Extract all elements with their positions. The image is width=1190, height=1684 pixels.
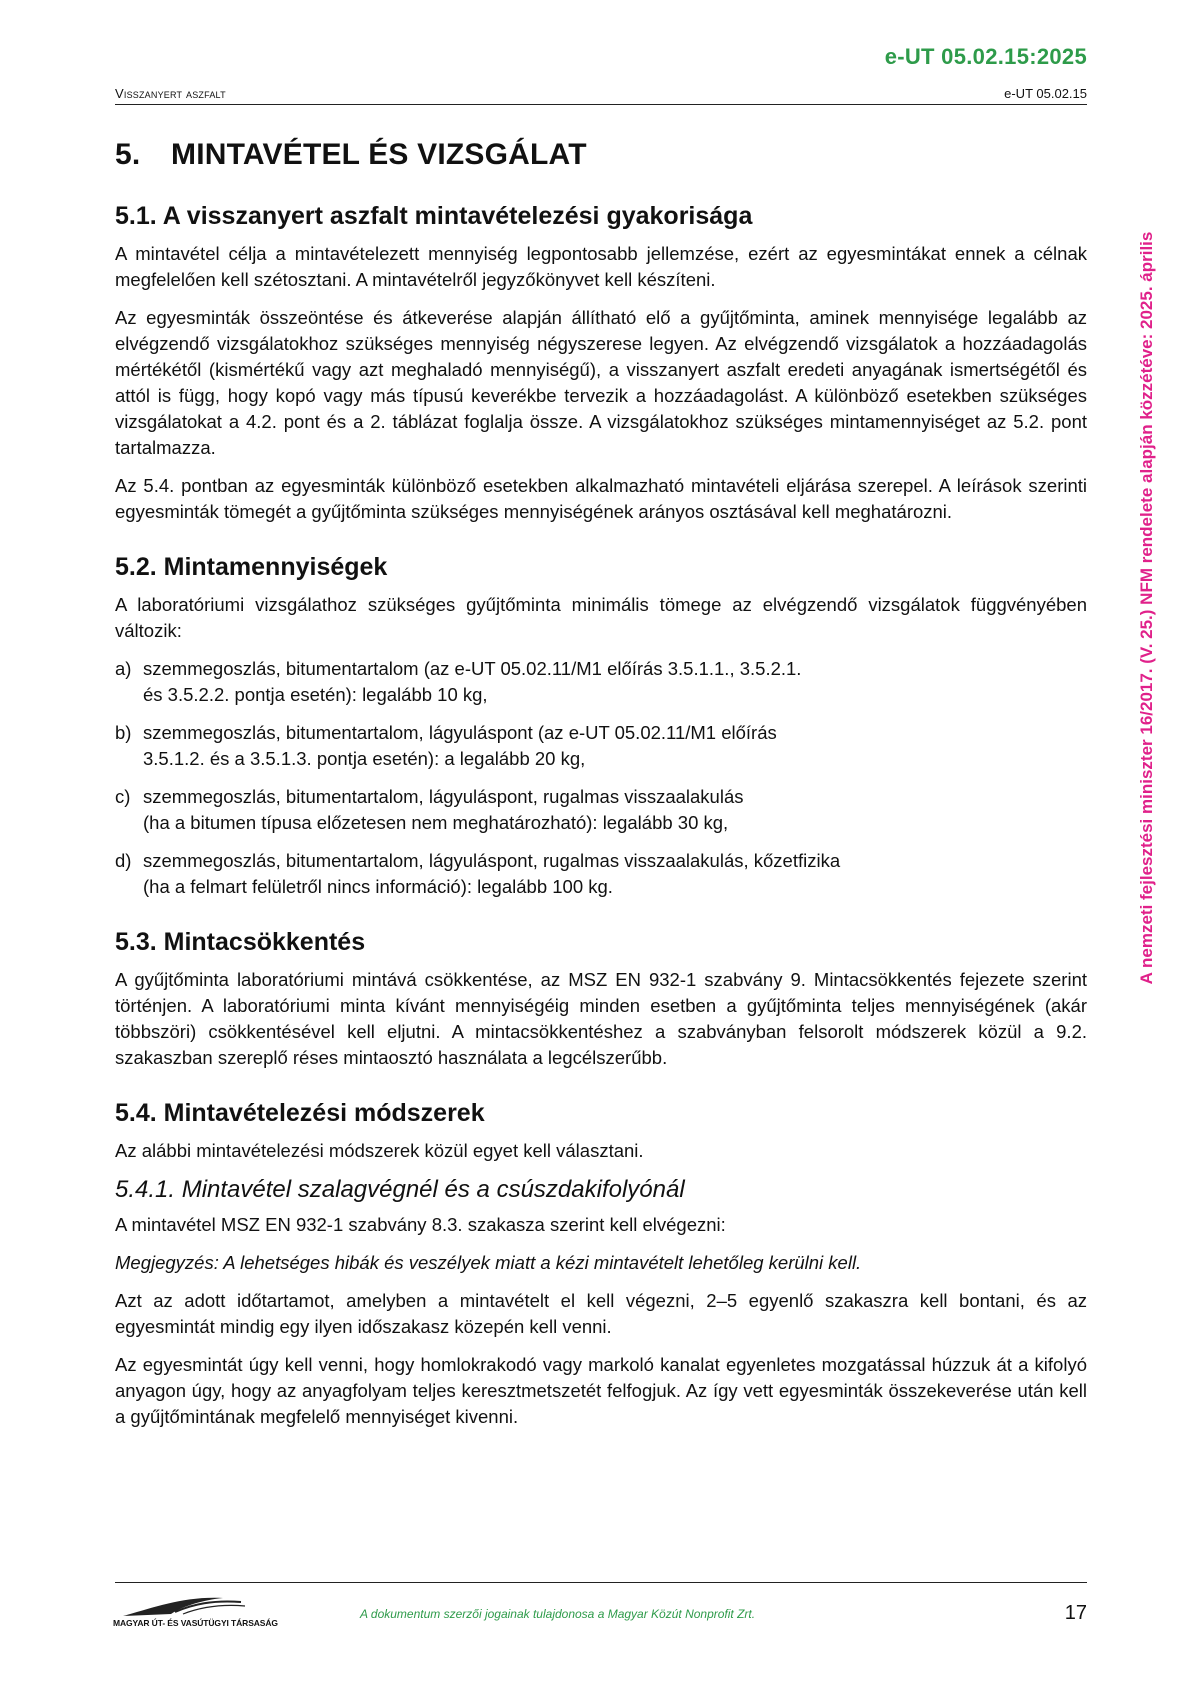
- section-5-3: [115, 928, 1087, 1071]
- list-item-line: szemmegoszlás, bitumentartalom (az e-UT 05.02.11/M1 előírás 3.5.1.1., 3.5.2.1.: [143, 658, 802, 679]
- note-paragraph: Megjegyzés: A lehetséges hibák és veszélyek miatt a kézi mintavételt lehetőleg kerülni kell.: [115, 1252, 862, 1273]
- section-heading: 5.1. A visszanyert aszfalt mintavételezési gyakorisága: [115, 202, 753, 230]
- section-heading: 5.3. Mintacsökkentés: [115, 928, 366, 956]
- document-code: e-UT 05.02.15:2025: [884, 44, 1087, 69]
- section-5-4: [115, 1099, 1087, 1430]
- logo-text: MAGYAR ÚT- ÉS VASÚTÜGYI TÁRSASÁG: [113, 1618, 278, 1628]
- list-marker: c): [115, 786, 131, 807]
- section-5-2: [115, 553, 1087, 900]
- list-item-line: szemmegoszlás, bitumentartalom, lágyuláspont, rugalmas visszaalakulás: [143, 786, 744, 807]
- list-marker: a): [115, 658, 132, 679]
- running-header: [115, 86, 1087, 105]
- publication-side-note: A nemzeti fejlesztési miniszter 16/2017. (V. 25.) NFM rendelete alapján közzétéve: 2025. április: [1137, 231, 1156, 985]
- page-number: 17: [1064, 1602, 1087, 1624]
- paragraph: Az egyesminták összeöntése és átkeverése alapján állítható elő a gyűjtőminta, aminek mennyisége legalább az elvégzendő vizsgálatokhoz szükséges mennyiség négyszerese legyen. Az elvégzendő vizsgálatok a hozzáadagolás mértékétől (kismértékű vagy azt meghaladó mennyiségű), a visszanyert aszfalt eredeti anyagának ismertségétől és attól is függ, hogy kopó vagy más típusú keverékbe tervezik a hozzáadagolást. A különböző esetekben szükséges vizsgálatokat a 4.2. pont és a 2. táblázat foglalja össze. A vizsgálatokhoz szükséges mintamennyiséget az 5.2. pont tartalmazza.: [115, 307, 1087, 458]
- paragraph: A gyűjtőminta laboratóriumi mintává csökkentése, az MSZ EN 932-1 szabvány 9. Mintacsökkentés fejezete szerint történjen. A laboratóriumi minta kívánt mennyiségéig minden esetben a gyűjtőminta teljes mennyiségének (akár többszöri) csökkentésével kell eljutni. A mintacsökkentéshez a szabványban felsorolt módszerek közül a 9.2. szakaszban szereplő réses mintaosztó használata a legcélszerűbb.: [115, 969, 1087, 1068]
- list-item-line: szemmegoszlás, bitumentartalom, lágyuláspont, rugalmas visszaalakulás, kőzetfizika: [143, 850, 841, 871]
- list-marker: b): [115, 722, 132, 743]
- copyright-notice: A dokumentum szerzői jogainak tulajdonosa a Magyar Közút Nonprofit Zrt.: [360, 1607, 756, 1621]
- list-item-line: (ha a bitumen típusa előzetesen nem meghatározható): legalább 30 kg,: [143, 812, 729, 833]
- list-item: [115, 720, 1087, 772]
- list-marker: d): [115, 850, 132, 871]
- section-heading: 5.4. Mintavételezési módszerek: [115, 1099, 485, 1127]
- list-item-line: 3.5.1.2. és a 3.5.1.3. pontja esetén): a legalább 20 kg,: [143, 748, 586, 769]
- list-item: [115, 656, 1087, 708]
- sample-quantity-list: [115, 656, 1087, 900]
- paragraph: A laboratóriumi vizsgálathoz szükséges gyűjtőminta minimális tömege az elvégzendő vizsgálatok függvényében változik:: [115, 594, 1087, 641]
- list-item-line: (ha a felmart felületről nincs információ): legalább 100 kg.: [143, 876, 613, 897]
- footer-rule: [115, 1582, 1087, 1583]
- running-code: e-UT 05.02.15: [1004, 86, 1087, 101]
- subsection-heading: 5.4.1. Mintavétel szalagvégnél és a csúszdakifolyónál: [115, 1176, 685, 1203]
- chapter-title-text: MINTAVÉTEL ÉS VIZSGÁLAT: [171, 138, 587, 171]
- list-item: [115, 784, 1087, 836]
- list-item: [115, 848, 1087, 900]
- paragraph: Az egyesmintát úgy kell venni, hogy homlokrakodó vagy markoló kanalat egyenletes mozgatással húzzuk át a kifolyó anyagon úgy, hogy az anyagfolyam teljes keresztmetszetét felfogjuk. Az így vett egyesminták összekeverése után kell a gyűjtőmintának megfelelő mennyiséget kivenni.: [115, 1354, 1087, 1427]
- road-swoosh-icon: [113, 1590, 273, 1620]
- chapter-title: [115, 138, 1087, 172]
- paragraph: Az 5.4. pontban az egyesminták különböző esetekben alkalmazható mintavételi eljárása szerepel. A leírások szerinti egyesminták tömegét a gyűjtőminta szükséges mennyiségének arányos osztásával kell meghatározni.: [115, 475, 1087, 522]
- page-content: [115, 138, 1087, 1442]
- section-5-1: [115, 202, 1087, 525]
- running-title: Visszanyert aszfalt: [115, 86, 226, 101]
- paragraph: A mintavétel MSZ EN 932-1 szabvány 8.3. szakasza szerint kell elvégezni:: [115, 1214, 726, 1235]
- chapter-number: 5.: [115, 138, 141, 171]
- paragraph: Az alábbi mintavételezési módszerek közül egyet kell választani.: [115, 1140, 644, 1161]
- society-logo: [113, 1590, 278, 1630]
- paragraph: Azt az adott időtartamot, amelyben a mintavételt el kell végezni, 2–5 egyenlő szakaszra kell bontani, és az egyesmintát mindig egy ilyen időszakasz közepén kell venni.: [115, 1290, 1087, 1337]
- paragraph: A mintavétel célja a mintavételezett mennyiség legpontosabb jellemzése, ezért az egyesmintákat ennek a célnak megfelelően kell szétosztani. A mintavételről jegyzőkönyvet kell készíteni.: [115, 243, 1087, 290]
- list-item-line: szemmegoszlás, bitumentartalom, lágyuláspont (az e-UT 05.02.11/M1 előírás: [143, 722, 777, 743]
- section-heading: 5.2. Mintamennyiségek: [115, 553, 388, 581]
- list-item-line: és 3.5.2.2. pontja esetén): legalább 10 kg,: [143, 684, 488, 705]
